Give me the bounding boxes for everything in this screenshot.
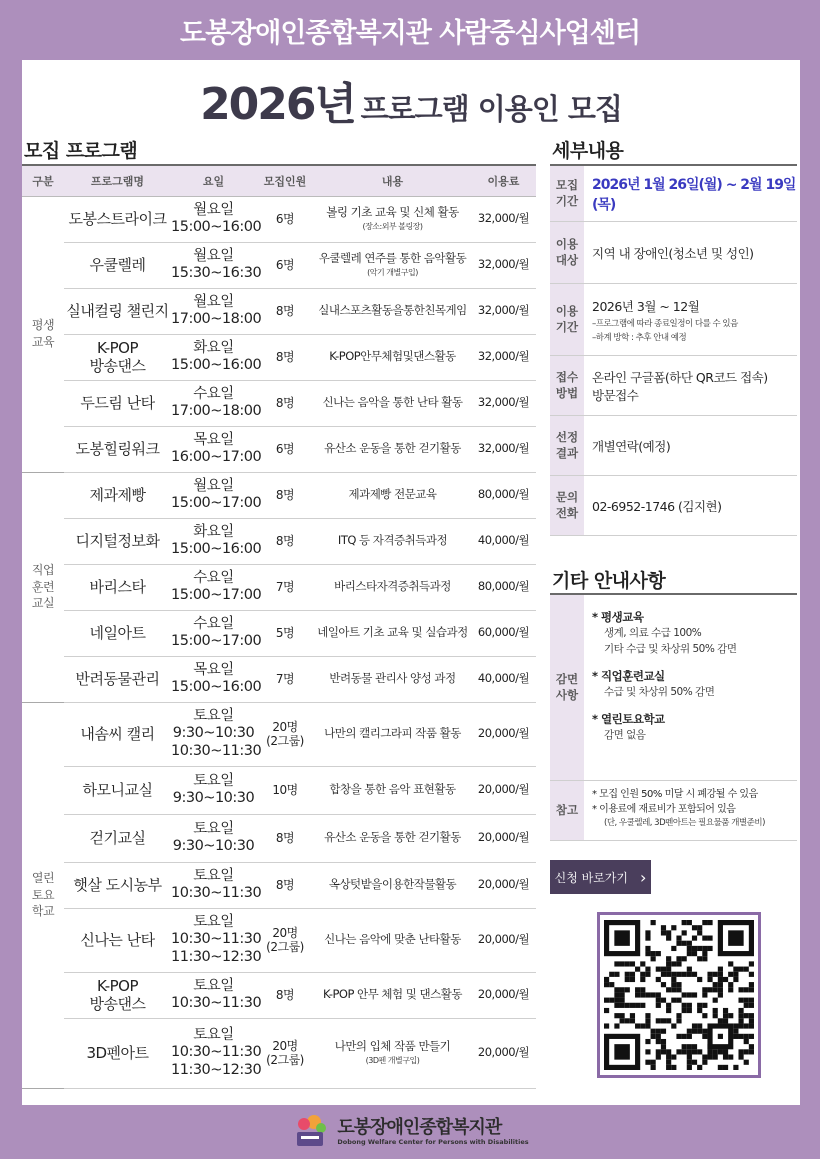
program-fee: 40,000/월 <box>471 656 536 702</box>
reference-2: * 이용료에 재료비가 포함되어 있음 <box>592 804 736 815</box>
program-day: 월요일 15:30~16:30 <box>171 242 256 288</box>
discount-row <box>550 595 797 781</box>
program-name: K-POP 방송댄스 <box>64 972 171 1018</box>
program-content <box>314 242 471 288</box>
program-fee: 20,000/월 <box>471 862 536 908</box>
program-capacity: 20명 (2그룹) <box>256 1018 314 1088</box>
program-day: 월요일 17:00~18:00 <box>171 288 256 334</box>
other-info-panel <box>550 593 797 841</box>
program-fee: 20,000/월 <box>471 1018 536 1088</box>
detail-row-target <box>550 222 797 284</box>
program-day: 목요일 16:00~17:00 <box>171 426 256 472</box>
reference-3: (단, 우쿨렐레, 3D펜아트는 필요물품 개별준비) <box>604 818 765 828</box>
program-name: 내솜씨 캘리 <box>64 702 171 766</box>
program-capacity: 6명 <box>256 196 314 242</box>
category-cell: 열린 토요 학교 <box>22 702 64 1088</box>
program-fee: 32,000/월 <box>471 334 536 380</box>
discount-label: 감면 사항 <box>550 595 584 780</box>
period-value: 2026년 1월 26일(월) ~ 2월 19일(목) <box>592 176 796 213</box>
program-fee: 80,000/월 <box>471 564 536 610</box>
discount-lifelong-title: * 평생교육 <box>592 610 644 624</box>
chevron-right-icon: › <box>639 867 647 887</box>
program-content-note: (악기 개별구입) <box>367 268 418 278</box>
program-day: 월요일 15:00~16:00 <box>171 196 256 242</box>
program-day: 화요일 15:00~16:00 <box>171 334 256 380</box>
program-content-text: 제과제빵 전문교육 <box>348 487 437 502</box>
contact-value: 02-6952-1746 (김지현) <box>592 498 722 514</box>
result-label: 선정 결과 <box>550 416 584 475</box>
title-year: 2026년 <box>200 79 356 130</box>
program-content <box>314 426 471 472</box>
program-content <box>314 814 471 862</box>
program-name: 제과제빵 <box>64 472 171 518</box>
table-row <box>22 334 536 380</box>
program-capacity: 7명 <box>256 656 314 702</box>
header-category: 구분 <box>22 166 64 196</box>
program-name: 반려동물관리 <box>64 656 171 702</box>
program-content-text: 바리스타자격증취득과정 <box>334 579 451 594</box>
program-name: 우쿨렐레 <box>64 242 171 288</box>
discount-saturday-1: 감면 없음 <box>604 729 646 741</box>
table-row <box>22 972 536 1018</box>
use-label: 이용 기간 <box>550 284 584 355</box>
program-name: 걷기교실 <box>64 814 171 862</box>
program-day: 목요일 15:00~16:00 <box>171 656 256 702</box>
program-content-text: 반려동물 관리사 양성 과정 <box>329 671 456 686</box>
program-content <box>314 288 471 334</box>
table-row <box>22 518 536 564</box>
category-cell: 직업 훈련 교실 <box>22 472 64 702</box>
program-content <box>314 518 471 564</box>
program-capacity: 6명 <box>256 426 314 472</box>
program-capacity: 20명 (2그룹) <box>256 702 314 766</box>
table-row <box>22 610 536 656</box>
program-content-text: 유산소 운동을 통한 걷기활동 <box>324 441 461 456</box>
program-content <box>314 972 471 1018</box>
program-name: 실내컬링 챌린지 <box>64 288 171 334</box>
use-period: 2026년 3월 ~ 12월 <box>592 298 700 314</box>
welfare-center-logo-icon <box>291 1114 329 1150</box>
header-program: 프로그램명 <box>64 166 171 196</box>
table-row <box>22 426 536 472</box>
discount-saturday-title: * 열린토요학교 <box>592 711 665 726</box>
table-row <box>22 656 536 702</box>
program-content <box>314 196 471 242</box>
program-fee: 32,000/월 <box>471 242 536 288</box>
program-capacity: 8명 <box>256 518 314 564</box>
program-capacity: 6명 <box>256 242 314 288</box>
apply-method-2: 방문접수 <box>592 387 639 403</box>
table-row <box>22 472 536 518</box>
program-name: 도봉힐링워크 <box>64 426 171 472</box>
program-capacity: 8명 <box>256 380 314 426</box>
program-content <box>314 702 471 766</box>
header-day: 요일 <box>171 166 256 196</box>
org-name-english: Dobong Welfare Center for Persons with Disabilities <box>337 1137 529 1146</box>
program-content <box>314 564 471 610</box>
program-name: 바리스타 <box>64 564 171 610</box>
title-rest: 프로그램 이용인 모집 <box>360 92 622 126</box>
table-row <box>22 814 536 862</box>
program-fee: 20,000/월 <box>471 972 536 1018</box>
program-content-text: 옥상텃밭을이용한작물활동 <box>328 877 457 892</box>
qr-code[interactable] <box>597 912 761 1078</box>
target-value: 지역 내 장애인(청소년 및 성인) <box>592 245 754 261</box>
detail-row-contact <box>550 476 797 536</box>
table-row <box>22 242 536 288</box>
program-day: 토요일 10:30~11:30 11:30~12:30 <box>171 908 256 972</box>
program-fee: 20,000/월 <box>471 908 536 972</box>
program-content <box>314 908 471 972</box>
program-content-text: K-POP안무체험및댄스활동 <box>329 349 456 364</box>
program-capacity: 8명 <box>256 862 314 908</box>
program-content <box>314 334 471 380</box>
discount-lifelong-2: 기타 수급 및 차상위 50% 감면 <box>604 643 737 655</box>
discount-lifelong-1: 생계, 의료 수급 100% <box>604 627 702 640</box>
program-content-text: 나만의 캘리그라피 작품 활동 <box>324 726 461 741</box>
detail-row-apply <box>550 356 797 416</box>
use-note-2: –하계 방학 : 추후 안내 예정 <box>592 332 687 343</box>
result-value: 개별연락(예정) <box>592 438 671 454</box>
program-content-text: 합창을 통한 음악 표현활동 <box>329 782 456 797</box>
program-capacity: 8명 <box>256 334 314 380</box>
program-content-text: 실내스포츠활동을통한친목게임 <box>318 303 467 318</box>
other-heading: 기타 안내사항 <box>552 570 666 592</box>
program-content <box>314 610 471 656</box>
program-capacity: 10명 <box>256 766 314 814</box>
footer-org <box>337 1118 528 1146</box>
use-note-1: –프로그램에 따라 종료일정이 다를 수 있음 <box>592 318 738 329</box>
program-capacity: 7명 <box>256 564 314 610</box>
program-day: 수요일 17:00~18:00 <box>171 380 256 426</box>
apply-button[interactable] <box>550 860 651 894</box>
detail-row-use-period <box>550 284 797 356</box>
target-label: 이용 대상 <box>550 222 584 283</box>
program-capacity: 8명 <box>256 288 314 334</box>
program-day: 토요일 9:30~10:30 <box>171 814 256 862</box>
program-fee: 60,000/월 <box>471 610 536 656</box>
footer <box>0 1105 820 1159</box>
program-fee: 32,000/월 <box>471 380 536 426</box>
period-label: 모집 기간 <box>550 166 584 221</box>
program-capacity: 5명 <box>256 610 314 656</box>
program-content <box>314 656 471 702</box>
program-day: 토요일 10:30~11:30 <box>171 972 256 1018</box>
discount-value <box>584 595 797 780</box>
table-row <box>22 564 536 610</box>
program-content-text: 유산소 운동을 통한 걷기활동 <box>324 830 461 845</box>
details-heading: 세부내용 <box>552 140 624 162</box>
program-content-text: 나만의 입체 작품 만들기 <box>334 1039 451 1054</box>
program-capacity: 8명 <box>256 814 314 862</box>
apply-button-label: 신청 바로가기 <box>554 870 628 885</box>
table-row <box>22 380 536 426</box>
table-row <box>22 1018 536 1088</box>
program-capacity: 20명 (2그룹) <box>256 908 314 972</box>
program-content-note: (장소:외부 볼링장) <box>362 222 423 232</box>
program-name: 도봉스트라이크 <box>64 196 171 242</box>
table-row <box>22 196 536 242</box>
table-row <box>22 766 536 814</box>
program-fee: 32,000/월 <box>471 426 536 472</box>
flyer-sheet <box>22 60 800 1105</box>
program-capacity: 8명 <box>256 972 314 1018</box>
top-banner: 도봉장애인종합복지관 사람중심사업센터 <box>180 17 640 49</box>
header-content: 내용 <box>314 166 471 196</box>
program-name: 하모니교실 <box>64 766 171 814</box>
program-name: 네일아트 <box>64 610 171 656</box>
page-title <box>22 68 800 132</box>
program-day: 수요일 15:00~17:00 <box>171 610 256 656</box>
discount-vocational-1: 수급 및 차상위 50% 감면 <box>604 686 715 698</box>
detail-row-result <box>550 416 797 476</box>
table-header-row <box>22 166 536 196</box>
program-content-text: ITQ 등 자격증취득과정 <box>337 533 448 548</box>
program-name: 햇살 도시농부 <box>64 862 171 908</box>
programs-table <box>22 164 536 1089</box>
apply-label: 접수 방법 <box>550 356 584 415</box>
header-capacity: 모집인원 <box>256 166 314 196</box>
details-panel <box>550 164 797 536</box>
program-fee: 80,000/월 <box>471 472 536 518</box>
reference-row <box>550 781 797 841</box>
program-name: K-POP 방송댄스 <box>64 334 171 380</box>
program-fee: 20,000/월 <box>471 702 536 766</box>
org-name-korean: 도봉장애인종합복지관 <box>337 1117 502 1139</box>
table-row <box>22 862 536 908</box>
category-cell: 평생 교육 <box>22 196 64 472</box>
program-content-text: 신나는 음악에 맞춘 난타활동 <box>324 932 461 947</box>
program-content-text: 볼링 기초 교육 및 신체 활동 <box>326 205 459 220</box>
contact-label: 문의 전화 <box>550 476 584 535</box>
reference-value <box>584 781 797 840</box>
program-fee: 20,000/월 <box>471 814 536 862</box>
program-fee: 40,000/월 <box>471 518 536 564</box>
program-day: 수요일 15:00~17:00 <box>171 564 256 610</box>
program-content <box>314 766 471 814</box>
program-content <box>314 1018 471 1088</box>
reference-label: 참고 <box>550 781 584 840</box>
header-fee: 이용료 <box>471 166 536 196</box>
program-day: 토요일 9:30~10:30 10:30~11:30 <box>171 702 256 766</box>
apply-method-1: 온라인 구글폼(하단 QR코드 접속) <box>592 369 768 385</box>
program-day: 토요일 10:30~11:30 11:30~12:30 <box>171 1018 256 1088</box>
program-content-note: (3D펜 개별구입) <box>365 1056 420 1066</box>
program-day: 화요일 15:00~16:00 <box>171 518 256 564</box>
program-content <box>314 472 471 518</box>
program-content-text: 네일아트 기초 교육 및 실습과정 <box>317 625 468 640</box>
program-day: 월요일 15:00~17:00 <box>171 472 256 518</box>
program-name: 신나는 난타 <box>64 908 171 972</box>
use-value <box>584 284 797 355</box>
programs-heading: 모집 프로그램 <box>24 140 138 162</box>
apply-value <box>584 356 797 415</box>
program-day: 토요일 10:30~11:30 <box>171 862 256 908</box>
program-fee: 32,000/월 <box>471 288 536 334</box>
table-row <box>22 702 536 766</box>
detail-row-period <box>550 166 797 222</box>
program-content-text: 신나는 음악을 통한 난타 활동 <box>322 395 463 410</box>
program-capacity: 8명 <box>256 472 314 518</box>
qr-code-icon <box>604 920 754 1070</box>
program-name: 3D펜아트 <box>64 1018 171 1088</box>
table-row <box>22 908 536 972</box>
table-row <box>22 288 536 334</box>
discount-vocational-title: * 직업훈련교실 <box>592 668 665 683</box>
program-fee: 32,000/월 <box>471 196 536 242</box>
program-content-text: K-POP 안무 체험 및 댄스활동 <box>322 987 462 1002</box>
program-content <box>314 862 471 908</box>
program-name: 두드림 난타 <box>64 380 171 426</box>
reference-1: * 모집 인원 50% 미달 시 폐강될 수 있음 <box>592 789 758 800</box>
program-fee: 20,000/월 <box>471 766 536 814</box>
program-day: 토요일 9:30~10:30 <box>171 766 256 814</box>
program-content-text: 우쿨렐레 연주를 통한 음악활동 <box>318 251 467 266</box>
program-name: 디지털정보화 <box>64 518 171 564</box>
program-content <box>314 380 471 426</box>
